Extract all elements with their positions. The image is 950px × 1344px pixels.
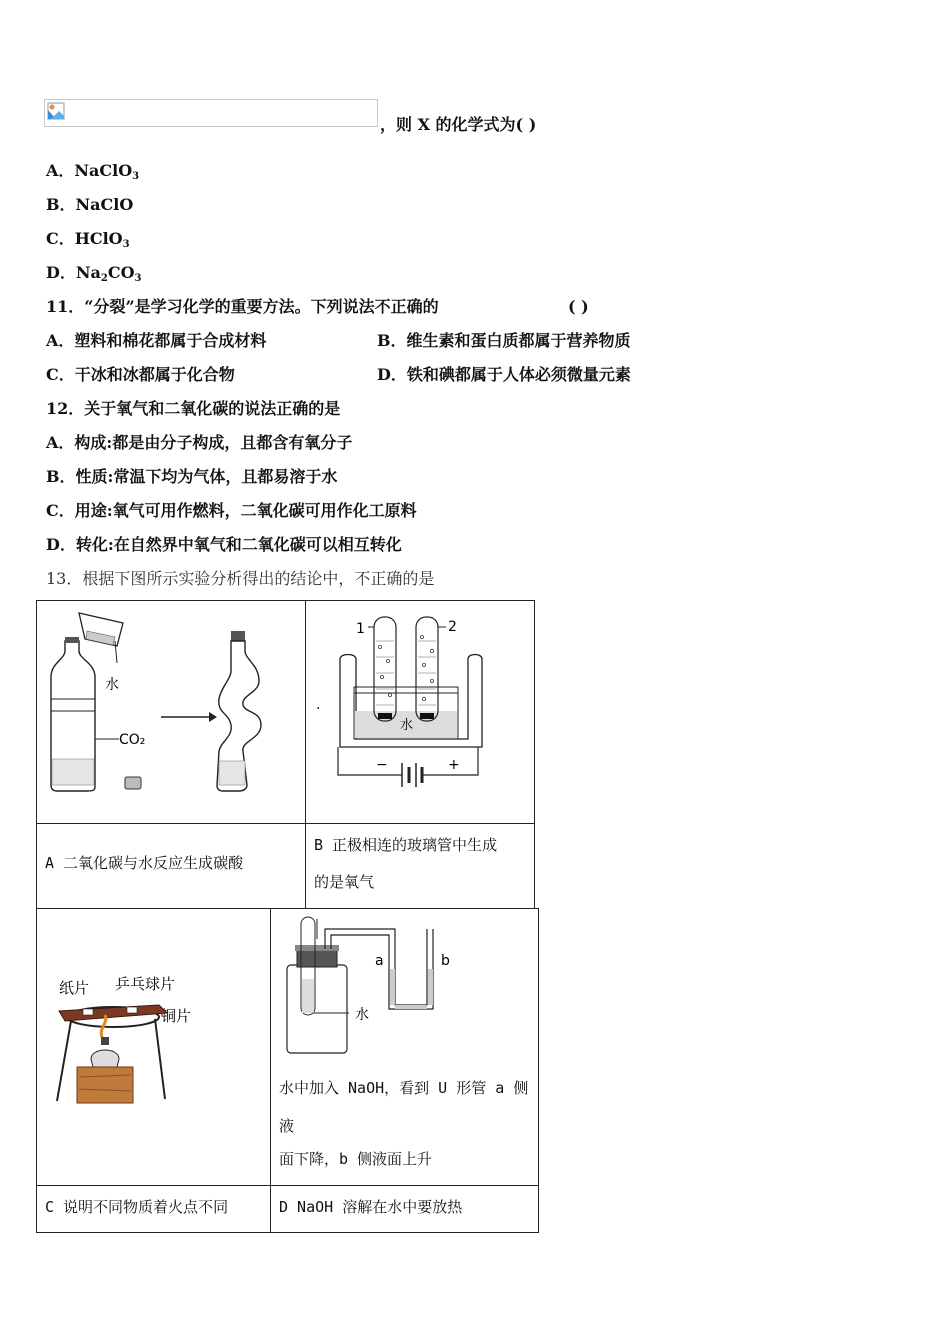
q10-option-a: A．NaClO$_3$	[46, 161, 140, 182]
label-tube-2: 2	[448, 619, 457, 635]
cell-figure-d	[270, 908, 539, 1186]
cell-figure-c	[36, 908, 271, 1186]
q11-option-c: C．干冰和冰都属于化合物	[46, 365, 235, 384]
co2-bottle-figure	[37, 601, 305, 823]
q12-option-c: C．用途:氧气可用作燃料，二氧化碳可用作化工原料	[46, 501, 417, 520]
cell-caption-d	[270, 1185, 539, 1233]
u-tube-figure	[271, 909, 538, 1059]
caption-a: A 二氧化碳与水反应生成碳酸	[45, 854, 244, 872]
label-paper: 纸片	[59, 979, 90, 997]
label-tube-1: 1	[356, 621, 365, 637]
electrolysis-figure	[306, 601, 534, 823]
caption-d-desc-line3: 面下降，b 侧液面上升	[279, 1150, 433, 1168]
label-dot: ·	[316, 701, 321, 717]
caption-c: C 说明不同物质着火点不同	[45, 1198, 229, 1216]
label-water-a: 水	[105, 677, 119, 693]
q11-option-b: B．维生素和蛋白质都属于营养物质	[377, 331, 631, 350]
label-copper: 铜片	[161, 1007, 192, 1025]
q12-stem: 12．关于氧气和二氧化碳的说法正确的是	[46, 399, 341, 418]
cell-caption-b	[305, 823, 535, 909]
q12-option-a: A．构成:都是由分子构成，且都含有氧分子	[46, 433, 353, 452]
broken-image-icon	[47, 102, 65, 120]
cell-caption-a	[36, 823, 306, 909]
cell-caption-c	[36, 1185, 271, 1233]
q11-paren: ( )	[568, 297, 589, 316]
label-water-d: 水	[355, 1007, 369, 1023]
broken-image-placeholder	[44, 99, 378, 127]
q12-option-b: B．性质:常温下均为气体，且都易溶于水	[46, 467, 338, 486]
q10-option-d: D．$Na_2CO_3$	[46, 263, 142, 284]
label-a: a	[375, 953, 384, 969]
label-b: b	[441, 953, 450, 969]
caption-d: D NaOH 溶解在水中要放热	[279, 1198, 463, 1216]
caption-d-desc-line2: 液	[279, 1117, 295, 1135]
label-co2: CO₂	[119, 732, 146, 748]
q10-option-b: B．NaClO	[46, 195, 134, 214]
cell-figure-b	[305, 600, 535, 824]
q13-stem: 13．根据下图所示实验分析得出的结论中，不正确的是	[46, 569, 435, 588]
ignition-point-figure	[37, 909, 270, 1185]
label-pingpong: 乒乓球片	[115, 975, 176, 993]
label-plus: +	[448, 757, 460, 773]
label-minus: −	[376, 757, 388, 773]
caption-b-line1: B 正极相连的玻璃管中生成	[314, 836, 498, 854]
cell-figure-a	[36, 600, 306, 824]
q12-option-d: D．转化:在自然界中氧气和二氧化碳可以相互转化	[46, 535, 402, 554]
q10-stem-suffix: ，则 X 的化学式为( )	[380, 115, 537, 134]
caption-b-line2: 的是氧气	[314, 873, 375, 891]
q11-option-a: A．塑料和棉花都属于合成材料	[46, 331, 267, 350]
caption-d-desc-line1: 水中加入 NaOH，看到 U 形管 a 侧	[279, 1079, 529, 1097]
label-water-b: 水	[400, 718, 414, 733]
q10-option-c: C．HClO$_3$	[46, 229, 130, 250]
q11-option-d: D．铁和碘都属于人体必须微量元素	[377, 365, 631, 384]
q11-stem: 11．“分裂”是学习化学的重要方法。下列说法不正确的	[46, 297, 439, 316]
